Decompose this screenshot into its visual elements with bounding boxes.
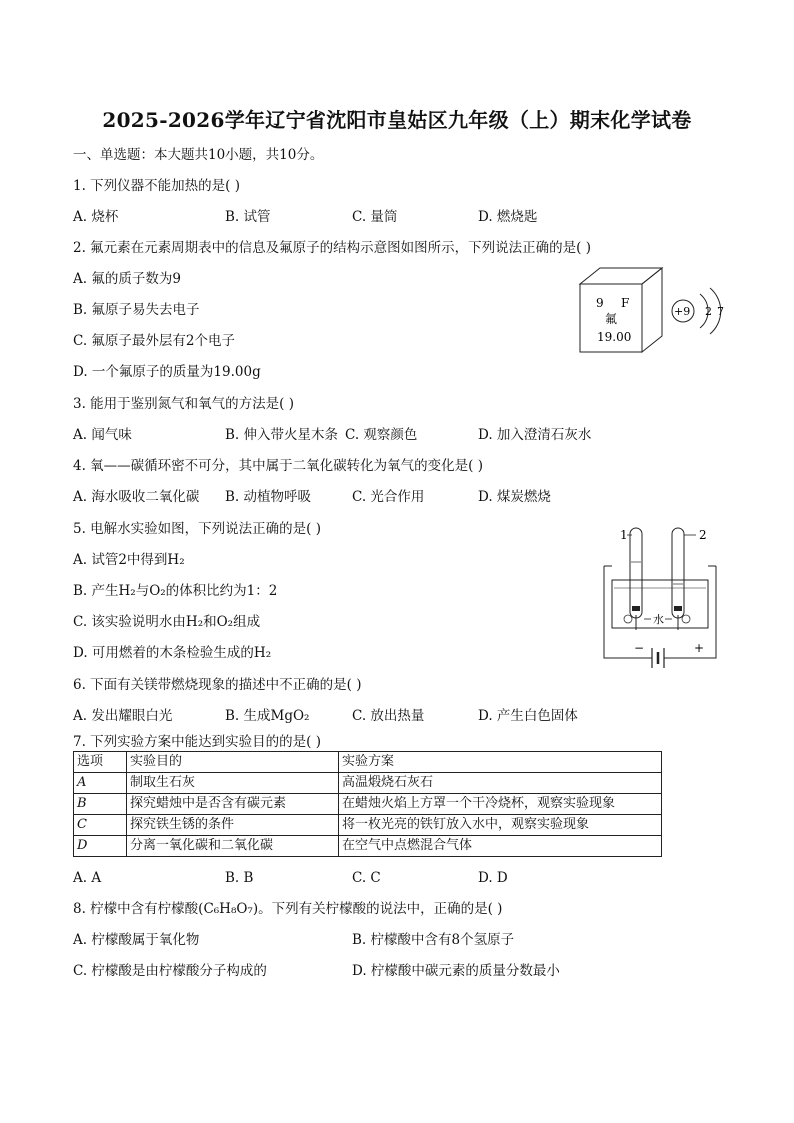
- shell-2-electrons: 7: [717, 305, 724, 318]
- q5-option-c[interactable]: C. 该实验说明水由H₂和O₂组成: [73, 614, 261, 630]
- table-cell: 在空气中点燃混合气体: [339, 836, 662, 857]
- q4-option-c[interactable]: C. 光合作用: [352, 489, 425, 505]
- q8-option-b[interactable]: B. 柠檬酸中含有8个氢原子: [352, 932, 515, 948]
- q4-option-d[interactable]: D. 煤炭燃烧: [478, 489, 551, 505]
- table-cell: 制取生石灰: [127, 773, 339, 794]
- q2-option-c[interactable]: C. 氟原子最外层有2个电子: [73, 333, 236, 349]
- table-cell: D: [74, 836, 127, 857]
- q8-option-d[interactable]: D. 柠檬酸中碳元素的质量分数最小: [352, 963, 560, 979]
- q7-option-c[interactable]: C. C: [352, 870, 381, 886]
- table-cell: C: [74, 815, 127, 836]
- electrode-right: [674, 606, 682, 611]
- table-row: [74, 836, 662, 857]
- tube-1-label: 1: [620, 528, 628, 542]
- table-cell: 分离一氧化碳和二氧化碳: [127, 836, 339, 857]
- table-header-cell: 实验方案: [339, 752, 662, 773]
- table-row: [74, 794, 662, 815]
- exam-title: 2025-2026学年辽宁省沈阳市皇姑区九年级（上）期末化学试卷: [102, 108, 692, 132]
- element-symbol: F: [621, 296, 630, 310]
- table-header-row: [74, 752, 662, 773]
- q7-table: [73, 751, 662, 857]
- section-heading: 一、单选题：本大题共10小题，共10分。: [73, 147, 324, 163]
- periodic-table-card: [580, 268, 662, 352]
- table-cell: 探究铁生锈的条件: [127, 815, 339, 836]
- q6-option-c[interactable]: C. 放出热量: [352, 708, 425, 724]
- test-tube-2: [672, 528, 684, 618]
- question-8-stem: 8. 柠檬中含有柠檬酸(C₆H₈O₇)。下列有关柠檬酸的说法中，正确的是( ): [73, 901, 503, 917]
- q7-option-b[interactable]: B. B: [225, 870, 254, 886]
- q3-option-b[interactable]: B. 伸入带火星木条: [225, 427, 339, 443]
- battery-plus: +: [694, 641, 705, 655]
- q5-option-d[interactable]: D. 可用燃着的木条检验生成的H₂: [73, 645, 272, 661]
- q3-option-a[interactable]: A. 闻气味: [73, 427, 132, 443]
- q6-option-a[interactable]: A. 发出耀眼白光: [73, 708, 173, 724]
- electrode-left: [632, 606, 640, 611]
- electrolysis-figure: [598, 522, 722, 670]
- table-cell: 探究蜡烛中是否含有碳元素: [127, 794, 339, 815]
- q8-option-a[interactable]: A. 柠檬酸属于氧化物: [73, 932, 200, 948]
- q6-option-d[interactable]: D. 产生白色固体: [478, 708, 578, 724]
- nucleus-charge: +9: [674, 305, 691, 318]
- q5-option-b[interactable]: B. 产生H₂与O₂的体积比约为1：2: [73, 583, 278, 599]
- table-cell: 将一枚光亮的铁钉放入水中，观察实验现象: [339, 815, 662, 836]
- table-row: [74, 773, 662, 794]
- q8-option-c[interactable]: C. 柠檬酸是由柠檬酸分子构成的: [73, 963, 267, 979]
- table-header-cell: 实验目的: [127, 752, 339, 773]
- table-cell: 在蜡烛火焰上方罩一个干冷烧杯，观察实验现象: [339, 794, 662, 815]
- q3-option-d[interactable]: D. 加入澄清石灰水: [478, 427, 592, 443]
- q4-option-a[interactable]: A. 海水吸收二氧化碳: [73, 489, 200, 505]
- question-3-stem: 3. 能用于鉴别氮气和氧气的方法是( ): [73, 396, 294, 412]
- tube-2-label: 2: [699, 528, 707, 542]
- table-cell: A: [74, 773, 127, 794]
- q7-option-a[interactable]: A. A: [73, 870, 102, 886]
- q6-option-b[interactable]: B. 生成MgO₂: [225, 708, 310, 724]
- test-tube-1: [630, 528, 642, 618]
- q1-option-d[interactable]: D. 燃烧匙: [478, 209, 538, 225]
- atomic-mass: 19.00: [597, 330, 632, 344]
- table-header-cell: 选项: [74, 752, 127, 773]
- q2-option-a[interactable]: A. 氟的质子数为9: [73, 271, 181, 287]
- atom-structure-diagram: [672, 288, 724, 334]
- q2-option-d[interactable]: D. 一个氟原子的质量为19.00g: [73, 364, 261, 380]
- table-row: [74, 815, 662, 836]
- q5-option-a[interactable]: A. 试管2中得到H₂: [73, 552, 185, 568]
- water-label: 水: [653, 613, 664, 626]
- q4-option-b[interactable]: B. 动植物呼吸: [225, 489, 312, 505]
- battery-minus: −: [634, 641, 645, 655]
- table-cell: 高温煅烧石灰石: [339, 773, 662, 794]
- question-4-stem: 4. 氧——碳循环密不可分，其中属于二氧化碳转化为氧气的变化是( ): [73, 458, 483, 474]
- question-5-stem: 5. 电解水实验如图，下列说法正确的是( ): [73, 521, 321, 537]
- element-name: 氟: [605, 312, 618, 326]
- q3-option-c[interactable]: C. 观察颜色: [345, 427, 418, 443]
- fluorine-figure: [576, 264, 736, 360]
- question-1-stem: 1. 下列仪器不能加热的是( ): [73, 178, 240, 194]
- question-6-stem: 6. 下面有关镁带燃烧现象的描述中不正确的是( ): [73, 677, 362, 693]
- atomic-number: 9: [596, 296, 604, 310]
- question-2-stem: 2. 氟元素在元素周期表中的信息及氟原子的结构示意图如图所示，下列说法正确的是( ): [73, 240, 591, 256]
- q7-option-d[interactable]: D. D: [478, 870, 508, 886]
- q1-option-c[interactable]: C. 量筒: [352, 209, 398, 225]
- q1-option-b[interactable]: B. 试管: [225, 209, 271, 225]
- question-7-stem: 7. 下列实验方案中能达到实验目的的是( ): [73, 734, 321, 750]
- table-cell: B: [74, 794, 127, 815]
- q2-option-b[interactable]: B. 氟原子易失去电子: [73, 302, 200, 318]
- q1-option-a[interactable]: A. 烧杯: [73, 209, 119, 225]
- shell-1-electrons: 2: [705, 305, 712, 318]
